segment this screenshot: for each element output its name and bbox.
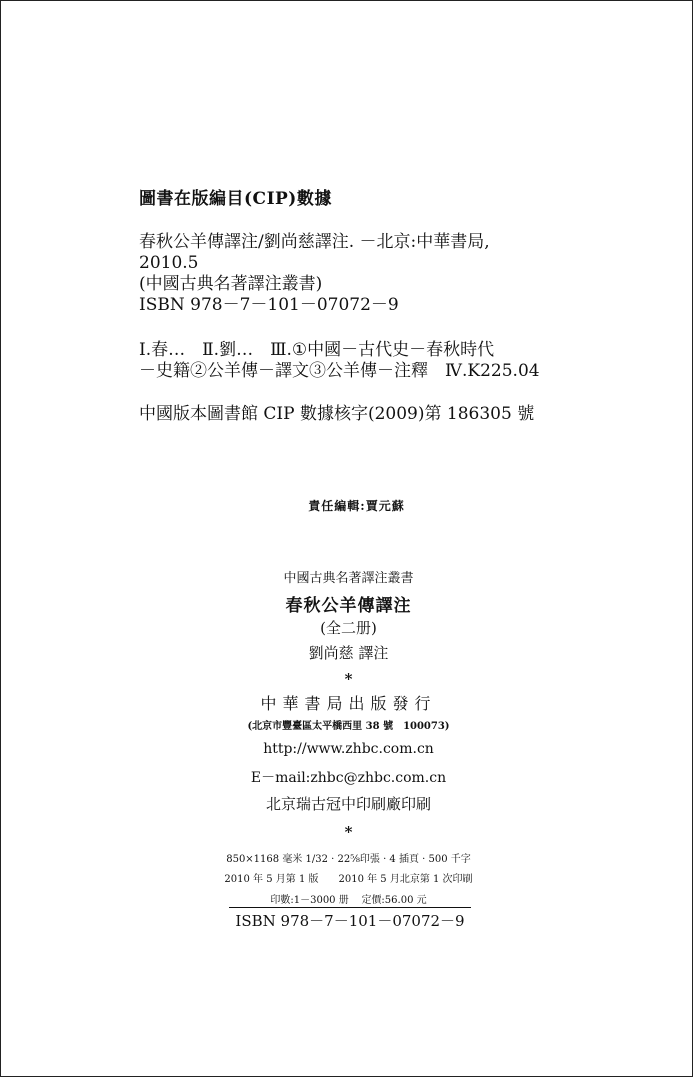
cip-line-isbn: ISBN 978－7－101－07072－9	[139, 295, 399, 315]
cip-line-title: 春秋公羊傳譯注/劉尚慈譯注. －北京:中華書局,	[139, 232, 490, 252]
format-specs: 850×1168 毫米 1/32 · 22⅝印張 · 4 插頁 · 500 千字	[226, 854, 471, 865]
edition-info: 2010 年 5 月第 1 版 2010 年 5 月北京第 1 次印刷	[224, 874, 473, 885]
print-run-line	[1, 891, 695, 906]
volume-count: (全二册)	[320, 619, 377, 637]
author-line: 劉尚慈 譯注	[308, 644, 389, 662]
publisher-address: (北京市豐臺區太平橋西里 38 號 100073)	[247, 721, 450, 732]
printer-line: 北京瑞古冠中印刷廠印刷	[265, 795, 431, 813]
cip-line-subjects-1: Ⅰ.春… Ⅱ.劉… Ⅲ.①中國－古代史－春秋時代	[139, 340, 495, 360]
isbn-bottom: ISBN 978－7－101－07072－9	[229, 907, 471, 931]
publisher-url: http://www.zhbc.com.cn	[263, 741, 434, 757]
separator-star-2: *	[344, 823, 353, 841]
responsible-editor: 責任編輯:賈元蘇	[308, 499, 405, 513]
cip-line-subjects-2: －史籍②公羊傳－譯文③公羊傳－注釋 Ⅳ.K225.04	[139, 361, 540, 381]
cip-data-block	[139, 184, 609, 425]
price: 定價:56.00 元	[361, 895, 427, 906]
cip-heading: 圖書在版編目(CIP)數據	[139, 189, 332, 209]
cip-line-record-number: 中國版本圖書館 CIP 數據核字(2009)第 186305 號	[139, 404, 535, 424]
book-title: 春秋公羊傳譯注	[285, 596, 412, 616]
cip-line-series: (中國古典名著譯注叢書)	[139, 274, 323, 294]
publisher-line: 中華書局出版發行	[260, 694, 437, 713]
series-name: 中國古典名著譯注叢書	[283, 571, 414, 586]
separator-star: *	[344, 670, 353, 688]
cip-line-date: 2010.5	[139, 253, 199, 273]
publisher-email: E－mail:zhbc@zhbc.com.cn	[250, 770, 447, 786]
print-count: 印數:1－3000 册	[270, 895, 349, 906]
